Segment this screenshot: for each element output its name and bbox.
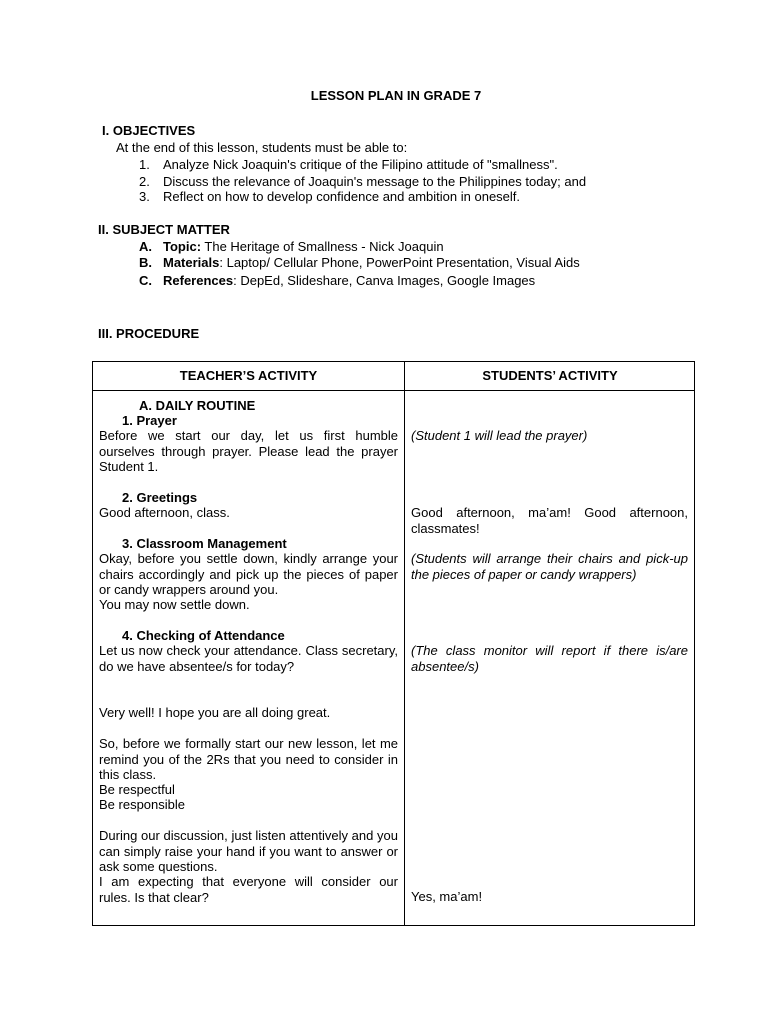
- table-column-divider: [404, 362, 405, 925]
- classroom-teacher-text-2: You may now settle down.: [99, 597, 250, 612]
- attendance-heading: 4. Checking of Attendance: [122, 628, 285, 643]
- clear-student-text: Yes, ma’am!: [411, 889, 483, 904]
- greetings-heading: 2. Greetings: [122, 490, 198, 505]
- table-header-divider: [93, 390, 694, 391]
- objectives-heading: I. OBJECTIVES: [102, 123, 196, 138]
- prayer-student-text: (Student 1 will lead the prayer): [411, 428, 588, 443]
- subject-label: References: [163, 273, 234, 288]
- classroom-teacher-text: Okay, before you settle down, kindly arrange your chairs accordingly and pick up the pieces of paper or candy wrappers around you.: [99, 551, 398, 597]
- remind-text: So, before we formally start our new lesson, let me remind you of the 2Rs that you need to consider in this class.: [99, 736, 398, 782]
- prayer-teacher-text: Before we start our day, let us first humble ourselves through prayer. Please lead the prayer Student 1.: [99, 428, 398, 474]
- subject-item-materials: [139, 255, 580, 271]
- objective-item: [139, 174, 586, 190]
- teacher-activity-header: TEACHER’S ACTIVITY: [179, 368, 318, 383]
- objective-number: 3.: [139, 189, 150, 204]
- objective-item: [139, 189, 520, 205]
- objective-text: Reflect on how to develop confidence and ambition in oneself.: [163, 189, 521, 204]
- greetings-teacher-text: Good afternoon, class.: [99, 505, 230, 520]
- procedure-heading: III. PROCEDURE: [98, 326, 200, 341]
- classroom-management-heading: 3. Classroom Management: [122, 536, 287, 551]
- subject-letter: B.: [139, 255, 152, 270]
- rule-respectful: Be respectful: [99, 782, 175, 797]
- subject-label: Topic:: [163, 239, 202, 254]
- subject-text: : DepEd, Slideshare, Canva Images, Google Images: [233, 273, 536, 288]
- subject-text: The Heritage of Smallness - Nick Joaquin: [201, 239, 444, 254]
- subject-letter: C.: [139, 273, 152, 288]
- objectives-intro: At the end of this lesson, students must be able to:: [116, 140, 408, 155]
- subject-matter-heading: II. SUBJECT MATTER: [98, 222, 230, 237]
- rule-responsible: Be responsible: [99, 797, 185, 812]
- objective-text: Analyze Nick Joaquin's critique of the Filipino attitude of "smallness".: [163, 157, 558, 172]
- greetings-student-text: Good afternoon, ma’am! Good afternoon, classmates!: [411, 505, 688, 536]
- discussion-text: During our discussion, just listen attentively and you can simply raise your hand if you want to answer or ask some questions.: [99, 828, 398, 874]
- students-activity-header: STUDENTS’ ACTIVITY: [482, 368, 618, 383]
- activity-table: [92, 361, 695, 926]
- subject-item-references: [139, 273, 535, 289]
- attendance-student-text: (The class monitor will report if there is/are absentee/s): [411, 643, 688, 674]
- objective-text: Discuss the relevance of Joaquin's message to the Philippines today; and: [163, 174, 587, 189]
- page-title: LESSON PLAN IN GRADE 7: [310, 88, 482, 103]
- objective-number: 2.: [139, 174, 150, 189]
- subject-letter: A.: [139, 239, 152, 254]
- subject-text: : Laptop/ Cellular Phone, PowerPoint Presentation, Visual Aids: [219, 255, 580, 270]
- subject-label: Materials: [163, 255, 220, 270]
- daily-routine-heading: A. DAILY ROUTINE: [139, 398, 256, 413]
- subject-item-topic: [139, 239, 444, 255]
- expecting-text: I am expecting that everyone will consider our rules. Is that clear?: [99, 874, 398, 905]
- objective-item: [139, 157, 558, 173]
- classroom-student-text: (Students will arrange their chairs and pick-up the pieces of paper or candy wrappers): [411, 551, 688, 582]
- prayer-heading: 1. Prayer: [122, 413, 177, 428]
- very-well-text: Very well! I hope you are all doing great.: [99, 705, 331, 720]
- objective-number: 1.: [139, 157, 150, 172]
- attendance-teacher-text: Let us now check your attendance. Class secretary, do we have absentee/s for today?: [99, 643, 398, 674]
